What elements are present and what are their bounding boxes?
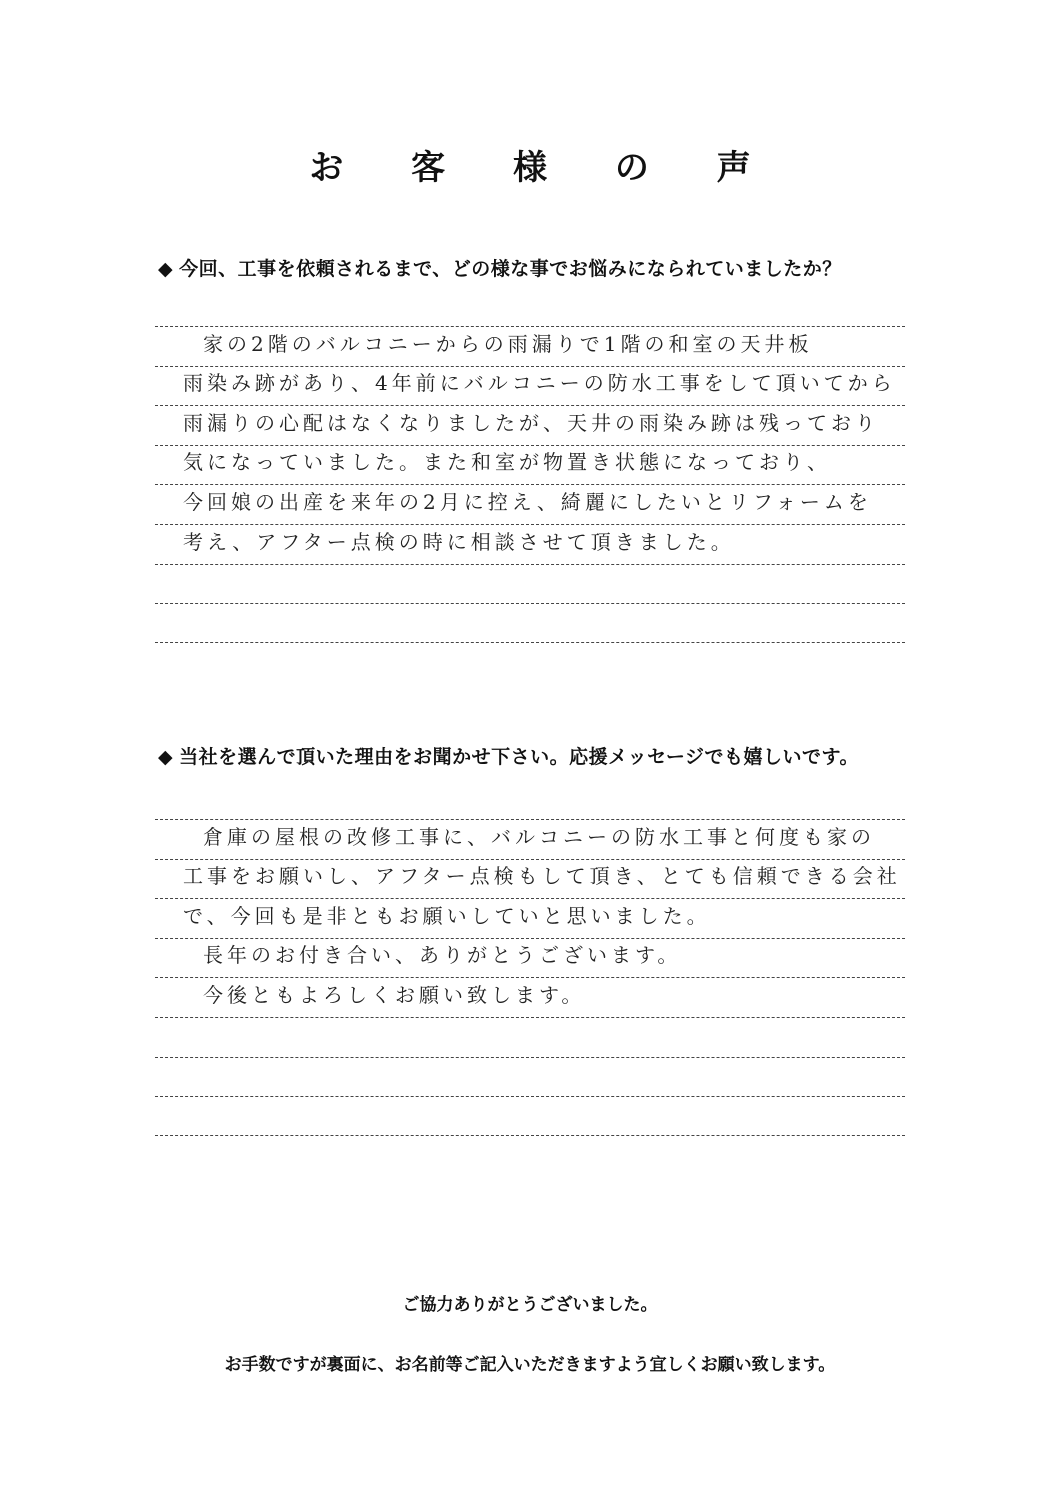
- handwritten-line: 家の2階のバルコニーからの雨漏りで1階の和室の天井板: [203, 331, 813, 356]
- handwritten-line: 工事をお願いし、アフター点検もして頂き、とても信頼できる会社: [183, 864, 901, 889]
- ruled-line: [155, 1057, 905, 1097]
- answer-1-lines: [155, 326, 905, 643]
- handwritten-line: 気になっていました。また和室が物置き状態になっており、: [183, 450, 831, 475]
- handwritten-line: で、今回も是非ともお願いしていと思いました。: [183, 903, 711, 928]
- ruled-line: [155, 326, 905, 366]
- handwritten-line: 雨漏りの心配はなくなりましたが、天井の雨染み跡は残っており: [183, 410, 879, 435]
- ruled-line: [155, 366, 905, 406]
- diamond-bullet-icon: ◆: [158, 258, 174, 280]
- ruled-line: [155, 859, 905, 899]
- ruled-line: [155, 1017, 905, 1057]
- ruled-line: [155, 484, 905, 524]
- ruled-line: [155, 445, 905, 485]
- handwritten-line: 雨染み跡があり、4年前にバルコニーの防水工事をして頂いてから: [183, 371, 896, 396]
- ruled-line: [155, 898, 905, 938]
- ruled-line: [155, 564, 905, 604]
- handwritten-line: 長年のお付き合い、ありがとうございます。: [203, 943, 682, 968]
- handwritten-line: 考え、アフター点検の時に相談させて頂きました。: [183, 529, 735, 554]
- ruled-line: [155, 977, 905, 1017]
- answer-2-lines: [155, 819, 905, 1136]
- thanks-message: ご協力ありがとうございました。: [402, 1295, 658, 1315]
- ruled-line: [155, 1096, 905, 1136]
- ruled-line: [155, 524, 905, 564]
- ruled-line: [155, 819, 905, 859]
- ruled-line: [155, 938, 905, 978]
- handwritten-line: 今後ともよろしくお願い致します。: [203, 982, 586, 1007]
- request-message: お手数ですが裏面に、お名前等ご記入いただきますよう宜しくお願い致します。: [224, 1355, 836, 1375]
- question-2-text: 当社を選んで頂いた理由をお聞かせ下さい。応援メッセージでも嬉しいです。: [179, 746, 859, 768]
- handwritten-line: 倉庫の屋根の改修工事に、バルコニーの防水工事と何度も家の: [203, 824, 875, 849]
- question-2: [158, 742, 918, 769]
- ruled-line: [155, 603, 905, 643]
- handwritten-line: 今回娘の出産を来年の2月に控え、綺麗にしたいとリフォームを: [183, 489, 872, 514]
- question-1-text: 今回、工事を依頼されるまで、どの様な事でお悩みになられていましたか？: [179, 258, 842, 280]
- diamond-bullet-icon: ◆: [158, 746, 174, 768]
- page-title: お 客 様 の 声: [309, 148, 779, 188]
- ruled-line: [155, 405, 905, 445]
- question-1: [158, 254, 918, 281]
